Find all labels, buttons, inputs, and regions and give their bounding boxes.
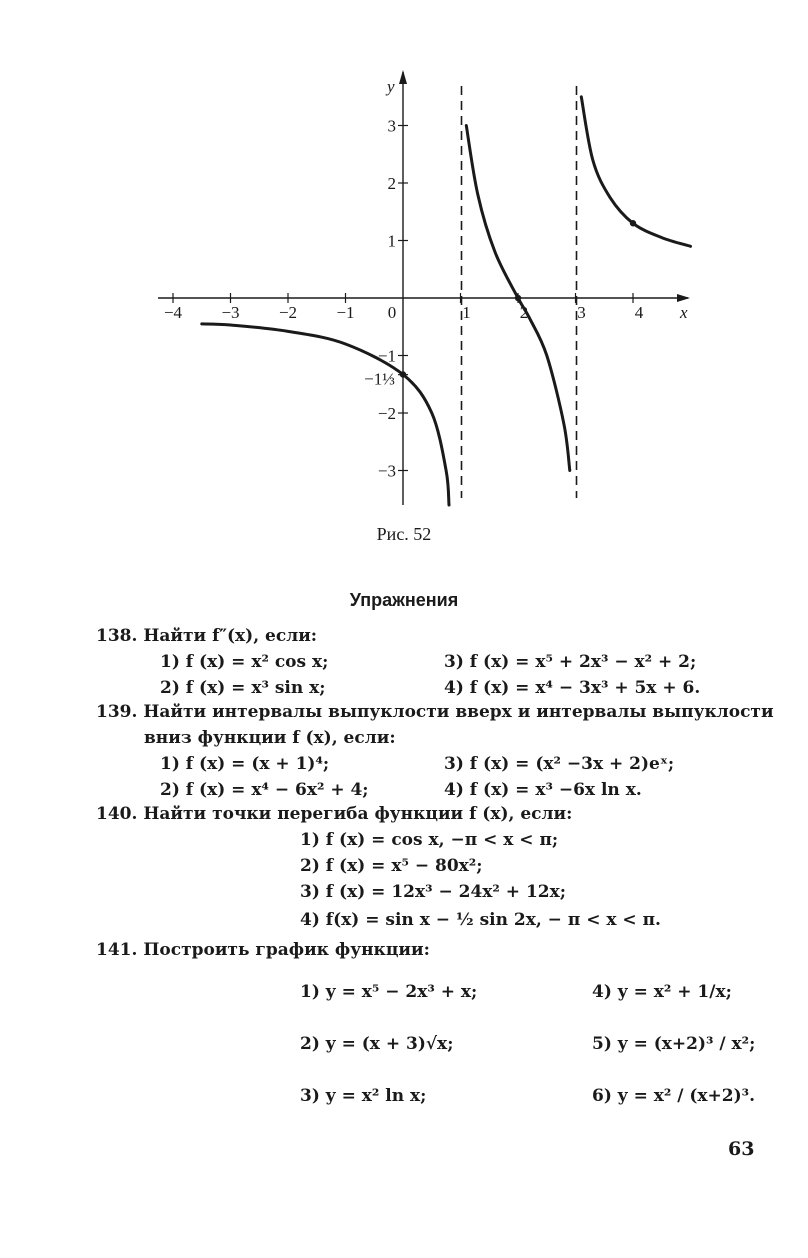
marked-point [630,220,636,226]
axis-labels [164,77,688,481]
exercise-140-item-4: 4) f(x) = sin x − ½ sin 2x, − π < x < π. [300,910,661,930]
function-graph [0,0,808,520]
exercise-141-item-4: 4) y = x² + 1/x; [592,982,732,1002]
x-tick-label: 1 [462,303,471,322]
x-tick-label: 2 [519,303,529,322]
exercise-139-item-1: 1) f (x) = (x + 1)⁴; [160,754,330,774]
exercise-138-title: 138. Найти f″(x), если: [96,626,318,646]
exercise-139-item-3: 3) f (x) = (x² −3x + 2)eˣ; [444,754,675,774]
exercise-139-item-2: 2) f (x) = x⁴ − 6x² + 4; [160,780,369,800]
exercise-141-title: 141. Построить график функции: [96,940,430,960]
x-tick-label: −1 [336,303,355,322]
page-number: 63 [728,1138,755,1160]
exercise-138-item-2: 2) f (x) = x³ sin x; [160,678,326,698]
exercise-139-title-cont: вниз функции f (x), если: [144,728,396,748]
x-axis-arrow [677,294,690,302]
exercise-140-item-1: 1) f (x) = cos x, −π < x < π; [300,830,559,850]
y-tick-label: −3 [377,461,396,481]
x-tick-label: −3 [221,303,240,322]
exercise-141-item-5: 5) y = (x+2)³ / x²; [592,1034,756,1054]
curves [202,86,691,505]
exercise-141-item-2: 2) y = (x + 3)√x; [300,1034,454,1054]
y-axis-label: y [387,77,395,96]
axes [158,70,690,505]
marked-point [400,371,406,377]
exercise-138-item-3: 3) f (x) = x⁵ + 2x³ − x² + 2; [444,652,697,672]
exercise-141-item-3: 3) y = x² ln x; [300,1086,427,1106]
curve-branch-1 [202,324,449,505]
exercise-139-title: 139. Найти интервалы выпуклости вверх и интервалы выпуклости [96,702,774,722]
figure-caption: Рис. 52 [376,524,432,544]
x-tick-label: 3 [577,303,586,322]
y-tick-label: 2 [387,174,396,193]
y-tick-label: −1 [377,346,396,366]
x-tick-label: 0 [387,303,397,322]
exercise-139-item-4: 4) f (x) = x³ −6x ln x. [444,780,642,800]
x-axis-label: x [680,303,688,322]
x-tick-label: −4 [163,303,183,322]
section-title: Упражнения [349,590,459,610]
marked-point [515,295,521,301]
exercise-138-item-4: 4) f (x) = x⁴ − 3x³ + 5x + 6. [444,678,701,698]
exercise-141-item-6: 6) y = x² / (x+2)³. [592,1086,756,1106]
y-tick-label: 1 [387,231,396,251]
exercise-140-item-3: 3) f (x) = 12x³ − 24x² + 12x; [300,882,567,902]
exercise-138-item-1: 1) f (x) = x² cos x; [160,652,329,672]
exercise-140-item-2: 2) f (x) = x⁵ − 80x²; [300,856,483,876]
y-tick-label: 3 [387,116,396,136]
exercise-141-item-1: 1) y = x⁵ − 2x³ + x; [300,982,478,1002]
y-tick-label: −2 [377,404,396,423]
x-tick-label: 4 [634,303,644,322]
y-axis-arrow [399,70,407,84]
y-tick-label-special: −1⅓ [364,369,395,389]
x-tick-label: −2 [278,303,298,322]
exercise-140-title: 140. Найти точки перегиба функции f (x), если: [96,804,573,824]
